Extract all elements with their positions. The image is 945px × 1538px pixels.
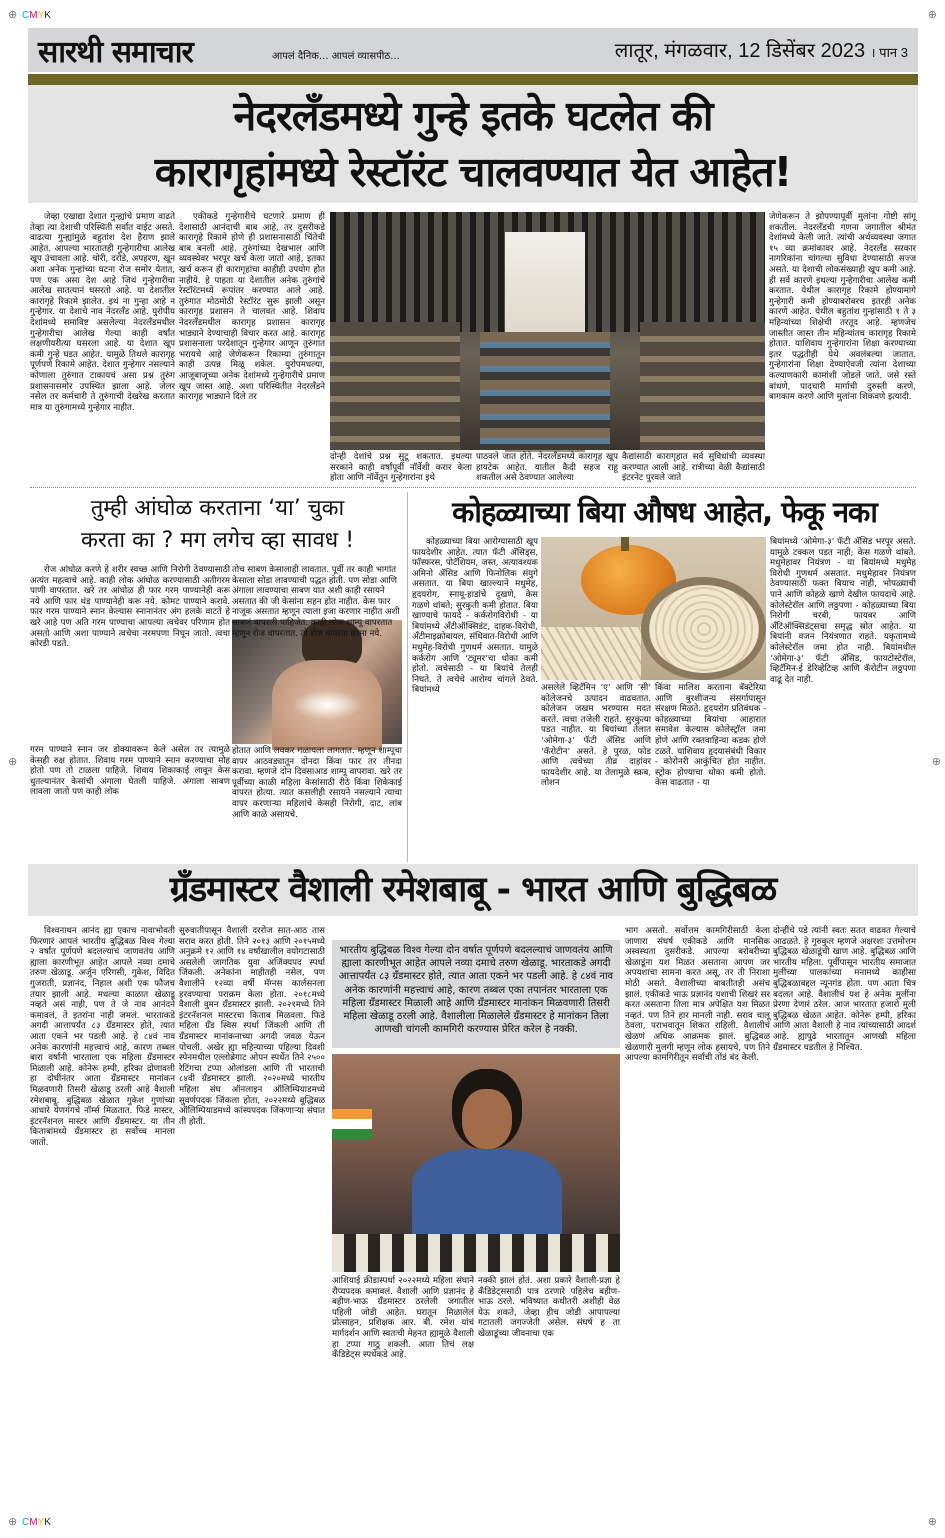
date: लातूर, मंगळवार, 12 डिसेंबर 2023 <box>614 40 866 62</box>
article-column: जेणेकरून ते झोपण्यापूर्वी मुलांना गोष्टी सांगू शकतील. नेदरलँडची गणना जगातील श्रीमंत देशांमध्ये केली जाते. त्यांची अर्थव्यवस्था जगात १५ व्या क्रमांकावर आहे. नेदरलँड सरकार नागरिकांना चांगल्या सुविधा देण्यासाठी सज्ज असते. या देशाची लोकसंख्याही खूप कमी आहे. ही सर्व कारणे इथल्या गुन्हेगारीचा आलेख कमी करतात. येथील कारागृह रिकामे होण्यामागे गुन्हेगारी कमी होण्याबरोबरच इतरही अनेक कारणे आहेत. येथील बहुतांश गुन्हांसाठी १ ते ३ महिन्यांच्या शिक्षेची तरतूद आहे. म्हणजेच जास्तीत जास्त तीन महिन्यांतच कारागृह रिकामे होतात. याशिवाय गुन्हेगारांना शिक्षा करण्याच्या इतर पद्धतीही येथे अवलंबल्या जातात. गुन्हेगारांना शिक्षा देण्याऐवजी त्यांना देशाच्या कल्याणकारी कामांशी जोडले जाते. जसे रस्ते बांधणे, पादचारी मार्गाची दुरुस्ती करणे, बागकाम करणे आणि मुलांना शिकवणे इत्यादी. <box>769 212 916 403</box>
divider <box>407 492 408 862</box>
registration-mark: ⊕ <box>8 8 18 21</box>
registration-mark: ⊕ <box>8 1515 18 1528</box>
article-column: कोहळ्याच्या बिया आरोग्यासाठी खूप फायदेशीर आहेत. त्यात फॅटी ॲसिड्स, फॉस्फरस, पोटॅशियम, जस्त, अत्यावश्यक अमिनो ॲसिड आणि फिनोलिक संयुगे असतात. या बिया खाल्ल्याने मधुमेह, हृदयरोग, स्नायू-हाडांचे दुखणे, केस गळणे थांबते; सुरकुती कमी होतात. बिया खाण्याचे फायदे - कर्करोगविरोधी - या बियांमध्ये अँटीऑक्सिडंट, दाहक-विरोधी, अँटीमाइक्रोबायल, संधिवात-विरोधी आणि मधुमेह-विरोधी गुणधर्म असतात. यामुळे कर्करोग आणि ‘ट्यूमर’चा धोका कमी होतो. त्वचेसाठी - या बियांचे तेलही निघते. ते त्वचेचे आरोग्य चांगले ठेवते. बियांमध्ये <box>412 537 538 696</box>
y: Y <box>37 10 45 21</box>
divider <box>30 487 916 488</box>
c: C <box>22 10 30 21</box>
article-column: जेव्हा एखाद्या देशात गुन्ह्यांचे प्रमाण वाढते तेव्हा त्या देशाची परिस्थिती सर्वांत वाईट असते. वाढत्या गुन्ह्यांमुळे बहुतांश देश हैराण झाले आहेत. आपल्या भारतातही गुन्हेगारीचा आलेख खूप उंचावला आहे. चोरी, दरोडे, अपहरण, खून अशा अनेक गुन्हांच्या घटना रोज समोर येतात, पण एक असा देश आहे जिथं गुन्हेगारीचा आलेख सातत्यानं घसरतो आहे. या देशातील कारागृहे रिकामे झालेत. इथं ना गुन्हा आहे न गुन्हेगार. या देशाचे नाव नेदरलँड आहे. युरोपीय देशांमध्ये समाविष्ट असलेल्या नेदरलँडमधील गुन्हेगारीचा आलेख गेल्या काही वर्षांत लक्षणीयरीत्या घसरला आहे. या देशात खूप कमी गुन्हे घडत आहेत. यामुळे तिथले कारागृह पूर्णपणे रिकामे आहेत. देशात गुन्हेगार नसल्याने कोणाला तुरुंगात टाकायचं असा प्रश्न तुरुंग प्रशासनासमोर उपस्थित झाला आहे. जेलर नसेल तर कर्मचारी ते तुरुंगाची देखरेख करतात मात्र या तुरुंगामध्ये गुन्हेगार नाहीत. <box>30 212 175 413</box>
dateline <box>615 36 908 63</box>
registration-mark: ⊕ <box>927 1515 937 1528</box>
article-column: आशियाई क्रीडास्पर्धा २०२२मध्ये महिला संघाने रौप्यपदक कमावलं. वैशाली आणि प्रज्ञानंद हे बहीण-भाऊ ग्रँडमास्टर ठरलेली जगातील पहिली जोडी आहेत. घरातून मिळालेलं प्रोत्साहन, प्रशिक्षक आर. बी. रमेश यांचं मार्गदर्शन आणि स्वतःची मेहनत ह्यामुळे वैशाली हा टप्पा गाठू शकली. आता तिचं लक्ष कँडिडेट्स स्पर्धेकडे आहे. <box>332 1276 474 1361</box>
article-column: असलेले व्हिटॅमिन ‘ए’ आणि ‘सी’ कोलेजनचे उत्पादन वाढवतात. कोलेजन जखम भरण्यास मदत करते. त्वचा तजेली राहते. सुरकुत्या पडत नाहीत. या बियांच्या तेलात ‘ओमेगा-३’ फॅटी ॲसिड आणि ‘कॅरोटीन’ असते. हे पुरळ, फोड आणि त्वचेच्या तीव्र दाहांवर फायदेशीर आहे. या तेलामुळे स्क्रब, लोशन <box>541 683 651 789</box>
tagline: आपलं दैनिक... आपलं व्यासपीठ... <box>272 51 400 62</box>
article-column: होतात आणि लवकर गळायला लागतात. म्हणून शाम्पूचा वापर आठवड्यातून दोनदा किंवा फार तर तीनदा करावा. म्हणजे दोन दिवसाआड शाम्पू वापरावा. खरे तर पूर्वीच्या काळी महिला केसांसाठी रीठे किंवा शिकेकाई वापरत होत्या. त्यात कसलीही रसायने नसल्याने त्याचा वापर करणाऱ्या महिलांचे केसही निरोगी, दाट, लांब आणि काळे असायचे. <box>232 746 402 820</box>
photo-caption: दोन्ही देशांचे प्रश्न सुटू शकतात. इथल्या सरकाने काही वर्षांपूर्वी नॉर्वेशी करार केला होता आणि नॉर्वेतून गुन्हेगारांना इथे <box>330 452 472 484</box>
registration-mark: ⊕ <box>931 755 941 768</box>
c: C <box>22 1517 30 1528</box>
k: K <box>44 1517 51 1528</box>
article-column: बियांमध्ये ‘ओमेगा-३’ फॅटी ॲसिड भरपूर असते. यामुळे टक्कल पडत नाही; केस गळणे थांबते. मधुमेहावर नियंत्रण - या बियांमध्ये मधुमेह विरोधी गुणधर्म असतात. मधुमेहावर नियंत्रण ठेवण्यासाठी फक्त बियाच नाही, भोपळ्याची पाने आणि कोहळे खाणे देखील फायदाचे आहे. कोलेस्टेरॉल आणि लठ्ठपणा - कोहळ्याच्या बिया निरोगी चरबी, फायबर आणि अँटिऑक्सिडंट्सचा समृद्ध स्रोत आहेत. या बियांनी वजन नियंत्रणात राहते. यकृतामध्ये कोलेस्टेरॉल जमा होत नाही. बियांमधील ‘ओमेगा-३’ फॅटी ॲसिड, फायटोस्टेरॉल, व्हिटॅमिन-ई डेरिव्हेटिव्ह आणि कॅरोटीन लठ्ठपणा वाढू देत नाही. <box>770 537 916 685</box>
highlight-box: भारतीय बुद्धिबळ विश्व गेल्या दोन वर्षात पूर्णपणे बदलल्याचं जाणवतंय आणि ह्याला कारणीभूत आहेत आपले नव्या दमाचे तरुण खेळाडू. भारताकडे अगदी आत्तापर्यंत ८३ ग्रँडमास्टर होते, त्यात आता एकने भर पडली आहे. हे ८४वं नाव अनेक कारणांनी महत्त्वाचं आहे, कारण तब्बल एका तपानंतर भारताला एक महिला ग्रँडमास्टर मिळाली आहे आणि ग्रँडमास्टर मानांकन मिळवणारी तिसरी महिला खेळाडू ठरली आहे. वैशालीला मिळालेले ग्रँडमास्टर हे मानांकन तिला आणखी चांगली कामगिरी करण्यास प्रेरित करेल हे नक्की. <box>332 940 620 1048</box>
article-column: नक्की झालं होतं. अशा प्रकारे वैशाली-प्रज्ञा हे कँडिडेट्ससाठी पात्र ठरणारे पहिलेच बहीण-भाऊ ठरले. भविष्यात कधीतरी अशीही वेळ येऊ शकते, जेव्हा हीच जोडी आपापल्या गटातली जगज्जेती असेल. संघर्ष ह ता खेळाडूंच्या जीवनाचा एक <box>478 1276 620 1339</box>
page-number: । पान 3 <box>870 45 908 60</box>
newspaper-logo: सारथी समाचार <box>38 35 193 70</box>
headline-line: नेदरलँडमध्ये गुन्हे इतके घटलेत की <box>233 92 713 140</box>
cmyk-mark <box>22 1517 51 1528</box>
headline-pumpkin-seeds: कोहळ्याच्या बिया औषध आहेत, फेकू नका <box>452 495 877 529</box>
vaishali-chess-photo <box>332 1054 620 1272</box>
article-column: एकीकडे गुन्हेगारीचे घटणारे प्रमाण ही देशासाठी आनंदाची बाब आहे, तर दुसरीकडे कारागृहे रिकामे होणे ही प्रशासनासाठी चिंतेची बाब बनली आहे. तुरुंगांच्या देखभाल आणि व्यवस्थेवर भरपूर खर्च केला जातो आहे, इतका खर्च करून ही कारागृहांचा काहीही उपयोग होत नाहीये. हे पाहता या देशातील अनेक तुरुंगांचे रेस्टॉरंटमध्ये रूपांतर करण्यात आले आहे. तुरुंगात मोठमोठी रेस्टॉरंट सुरू झाली असून कारागृह प्रशासन ते चालवत आहे. शिवाय नेदरलँडमधील कारागृह प्रशासन कारागृह भाड्याने देण्याचाही विचार करत आहे. कारागृह प्रशासनाला परदेशातून गुन्हेगार आणून तुरुंगात भरायचे आहे जेणेकरून रिकाम्या तुरुंगातून काही उत्पन्न मिळू शकेल. युरोपमधल्या, आजूबाजूच्या अनेक देशांमध्ये गुन्हेगारीचे प्रमाण खूप जास्त आहे. अशा परिस्थितीत नेदरलँडने कारागृह भाड्याने दिले तर <box>179 212 325 403</box>
m: M <box>29 1517 38 1528</box>
registration-mark: ⊕ <box>927 8 937 21</box>
y: Y <box>37 1517 45 1528</box>
article-column: गरम पाण्याने स्नान जर डोक्यावरून केले असेल तर त्यामुळे केसही रुक्ष होतात. शिवाय गरम पाण्याने स्नान करण्याचा मोह होतो पण तो टाळला पाहिजे. शिवाय शिकाकाई लावून केस धुतल्यानंतर केसांची अंगाला घेतली पाहिजे. अंगाला साबण लावला जातो पण काही लोक <box>30 745 230 798</box>
article-column: रोज आंघोळ करणे हे शरीर स्वच्छ आणि निरोगी ठेवण्यासाठी अत्यंत महत्वाचे आहे. काही लोक आंघोळ करण्यासाठी अतीगरम पाणी वापरतात. खरे तर आंघोळ ही फार गरम पाण्यानेही करू नये आणि फार थंड पाण्यानेही करू नये. कोमट पाण्याने करावे. फार गरम पाण्याने स्नान केल्यास स्नानानंतर अंग हलके वाटते हे खरे आहे पण अति गरम पाण्याचा आपल्या त्वचेवर परिणाम होत असतो आणि अशा पाण्याने त्वचेचा नरमपणा निघून जातो. त्वचा कोरडी पडते. <box>30 565 230 650</box>
article-column: तोच साबण केसालाही लावतात. पूर्वी तर काही भागांत केसाला सोडा लावण्याची पद्धत होती. पण सोडा आणि अंगाला लावण्याचा साबण यात अशी काही रसायने असतात की जी केसांना सहन होत नाहीत. केस फार नाजूक असतात म्हणून त्याला इजा करणार नाहीत अशी साबणं वापरली पाहिजेत. काही लोक शाम्पू वापरतात म्हणून रोज वापरतात. तो रोज वापरता कामा नये. <box>232 565 400 639</box>
masthead <box>28 28 918 72</box>
pumpkin-seeds-photo <box>541 537 766 680</box>
m: M <box>29 10 38 21</box>
photo-caption: पाठवले जात होते. नेदरलँडमध्ये कारागृह खूप हायटेक आहेत. यातील कैदी सहज राहू शकतील असे ठेवण्यात आलेल्या <box>476 452 618 484</box>
masthead-rule <box>28 74 918 85</box>
headline-line: कारागृहांमध्ये रेस्टॉरंट चालवण्यात येत आहेत! <box>154 148 792 196</box>
headline-line: करता का ? मग लगेच व्हा सावध ! <box>80 528 355 553</box>
headline-bathing <box>30 493 405 557</box>
article-column: किंवा मालिश करताना बॅक्टेरिया आणि बुरशीजन्य संसर्गापासून संरक्षण मिळते. हृदयरोग प्रतिबंधक - कोहळ्याच्या बियांचा आहारात समावेश केल्यास कोलेस्ट्रॉल जमा होणे आणि रक्तवाहिन्या कडक होणे टळते. याशिवाय हृदयासंबंधी विकार - कोरोनरी आकुंचित होत नाहीत. स्ट्रोक होण्याचा धोका कमी होतो. केस वाढतात - या <box>655 683 766 789</box>
headline-vaishali: ग्रँडमास्टर वैशाली रमेशबाबू - भारत आणि बुद्धिबळ <box>28 864 918 916</box>
article-column: भाग असतो. सर्वोत्तम कामगिरीसाठी केला जाणारा संघर्ष एकीकडे आणि मानसिक अस्वस्थता दुसरीकडे. आपल्या बरोबरीच्या खेळाडूंना यश मिळत असताना आपण जर अपयशाचा सामना करत असू, तर ती निराशा मोठी असते. वैशालीच्या बाबतीतही असंच झालं. एकीकडे भाऊ प्रज्ञानंद यशाची शिखरं सर करत असताना तिला मात्र अपेक्षित यश मिळत नव्हतं. पण तिने हार मानली नाही. सराव चालू ठेवला, पराभवातून शिकत राहिली. वैशालीचं खेळणं अधिक आक्रमक झालं. बुद्धिबळ खेळणारी मुलगी म्हणून लोक हसायचे, पण तिने आपल्या कामगिरीतून सर्वांची तोंडं बंद केली. <box>625 926 770 1064</box>
photo-caption: कैद्यांसाठी कारागृहात सर्व सुविधांची व्यवस्था करण्यात आली आहे. रात्रीच्या वेळी कैद्यांसाठी इंटरनेट पुरवले जाते <box>622 452 765 484</box>
headline-line: तुम्ही आंघोळ करताना ‘या’ चुका <box>90 496 345 521</box>
headline-netherlands <box>28 85 918 203</box>
cmyk-mark <box>22 10 51 21</box>
article-column: सुरुवातीपासून वैशाली दररोज सात-आठ तास सराव करत होती. तिने २०१३ आणि २०१५मध्ये अनुक्रमे १२ आणि १४ वर्षांखालील वयोगटासाठी असलेली जागतिक युवा अजिंक्यपद स्पर्धा जिंकली. अनेकांना माहीतही नसेल, पण वैशालीने १२व्या वर्षी मॅग्नस कार्लसनला हरवण्याचा पराक्रम केला होता. २०१८मध्ये वैशाली वुमन ग्रँडमास्टर झाली. २०२१मध्ये तिने इंटरनॅशनल मास्टरचा किताब मिळवला. फिडे महिला ग्रँड स्विस स्पर्धा जिंकली आणि ती ग्रँडमास्टर मानांकनाच्या अगदी जवळ येऊन पोचली. अखेर ह्या महिन्याच्या पहिल्या दिवशी स्पेनमधील एल्लोब्रेगाट ओपन स्पर्धेत तिने २५०० रेटिंगचा टप्पा ओलांडला आणि ती भारताची ८४वी ग्रँडमास्टर झाली. २०२०मध्ये भारतीय महिला संघ ऑनलाइन ऑलिम्पियाडमध्ये सुवर्णपदक जिंकला होता, २०२२मध्ये बुद्धिबळ ऑलिम्पियाडमध्ये कांस्यपदक जिंकणाऱ्या संघात ती होती. <box>179 926 325 1127</box>
article-column: विश्वनाथन आनंद ह्या एकाच नावाभोवती फिरणारं आपलं भारतीय बुद्धिबळ विश्व गेल्या २ वर्षांत पूर्णपणे बदलल्याचं जाणवतंय आणि ह्याला कारणीभूत आहेत आपले नव्या दमाचे तरुण खेळाडू. अर्जुन एरिगसी, गुकेश, विदित गुजराती, प्रज्ञानंद, निहाल अशी एक फौजच तयार झाली आहे. मधल्या काळात खेळाडू नव्हते असं नाही, पण ते जे नाव आनंदने कमावलं, ते इतरांना नाही जमलं. भारताकडे अगदी आत्तापर्यंत ८३ ग्रँडमास्टर होते, त्यात आता एकने भर पडली आहे. हे ८४वं नाव अनेक कारणांनी महत्त्वाचं आहे, कारण तब्बल बारा वर्षांनी भारताला एक महिला ग्रँडमास्टर मिळाली आहे. कोनेरू हम्पी, हरिका द्रोणावली हा दोघींनंतर आता ग्रँडमास्टर मानांकन मिळवणारी तिसरी खेळाडू ठरली आहे वैशाली रमेशबाबू. बुद्धिबळ खेळात गुकेश गुणांच्या आधारे येणगंगचे नॉर्म्स मिळतात. फिडे मास्टर, इंटरनॅशनल मास्टर आणि ग्रँडमास्टर. या तीन किताबांमध्ये ग्रँडमास्टर हा सर्वोच्च मानला जातो. <box>30 926 175 1148</box>
article-column: दोन्हींचे पडे त्यांनी स्वतः सतत वाढवत गेल्याचे आढळते. हे गुरुकुल म्हणजे अक्षरशः उत्तमोत्तम बुद्धिबळ खेळाडूंची खाण आहे. बुद्धिबळ आणि भारतीय महिला. पूर्वीपासून भारतीय समाजात मुलींच्या पालकांच्या मनामध्ये काहीसा बुद्धिबळाबद्दल न्यूनगंड होता. पण आता चित्र बदलत आहे. वैशालीचं यश हे अनेक मुलींना प्रेरणा देणारं ठरेल. आज भारतात हजारो मुली बुद्धिबळ खेळत आहेत. कोनेरू हम्पी, हरिका आणि आता वैशाली हे नाव त्यांच्यासाठी आदर्श आहे. ह्यापुढे भारतातून आणखी महिला ग्रँडमास्टर घडतील हे निश्चित. <box>773 926 916 1053</box>
k: K <box>44 10 51 21</box>
prison-restaurant-photo <box>330 212 765 450</box>
registration-mark: ⊕ <box>8 755 18 768</box>
